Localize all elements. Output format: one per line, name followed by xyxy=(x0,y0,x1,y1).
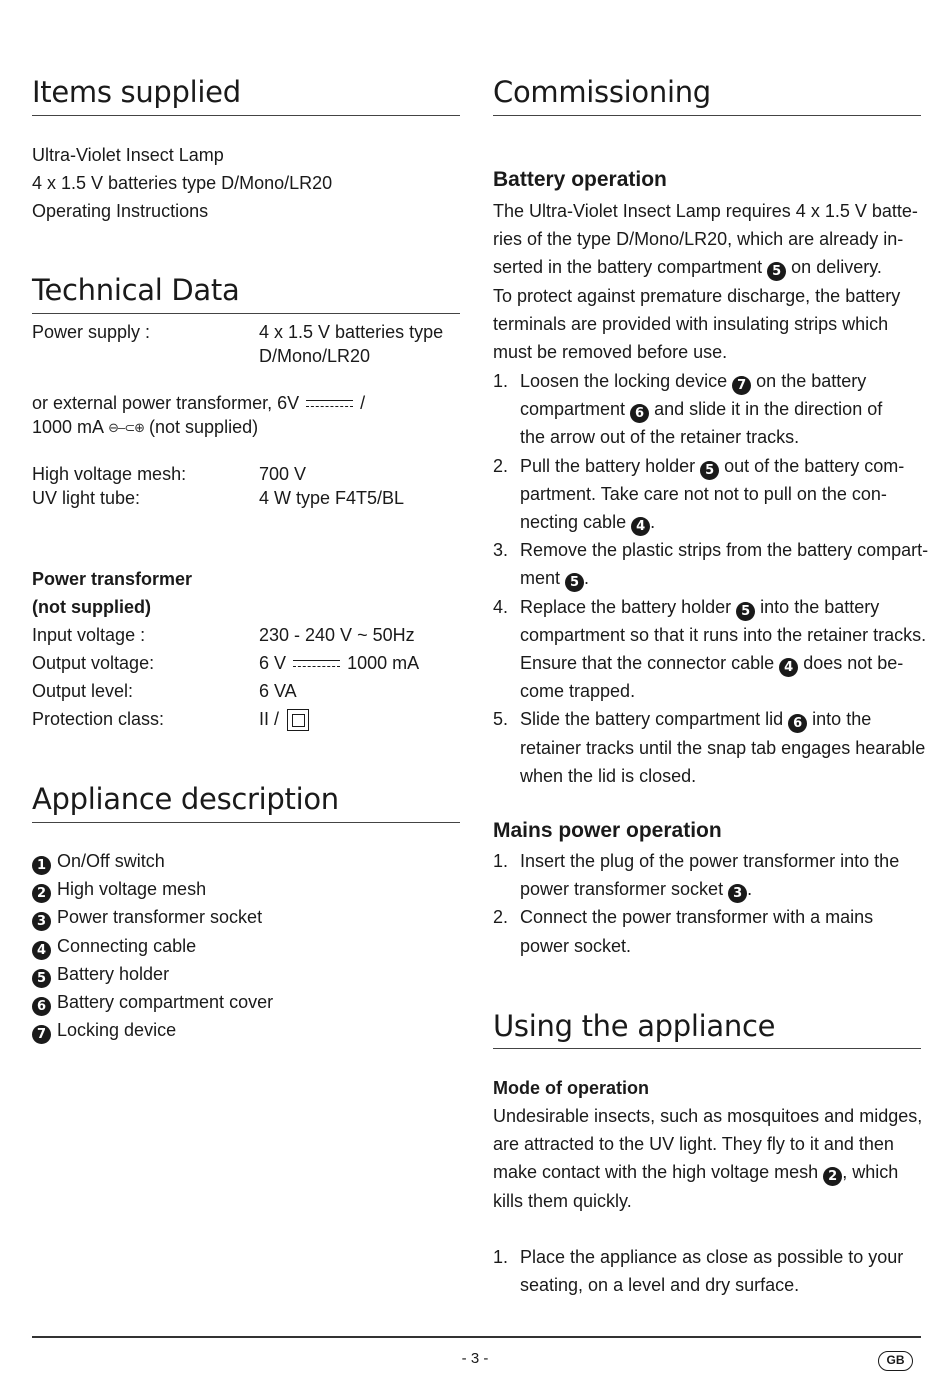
step-line xyxy=(520,649,923,677)
list-item xyxy=(32,960,273,988)
part-label: Power transformer socket xyxy=(57,907,263,928)
number-four-icon: 4 xyxy=(779,658,798,677)
uv-tube-label: UV light tube: xyxy=(32,488,141,508)
number-two-icon: 2 xyxy=(823,1167,842,1186)
inline-text: . xyxy=(747,879,753,900)
paragraph-line: kills them quickly. xyxy=(493,1190,632,1211)
output-level-label: Output level: xyxy=(32,681,134,701)
output-level-value: 6 VA xyxy=(259,681,297,701)
hv-mesh-value: 700 V xyxy=(259,464,307,484)
output-level-row xyxy=(32,677,460,705)
number-five-icon: 5 xyxy=(700,461,719,480)
battery-steps-list xyxy=(493,367,929,790)
paragraph-line: must be removed before use. xyxy=(493,342,728,363)
list-item xyxy=(493,536,929,592)
number-three-icon: 3 xyxy=(32,912,51,931)
inline-text: into the xyxy=(812,709,872,730)
inline-text: on delivery. xyxy=(791,257,882,278)
step-number: 2. xyxy=(493,455,509,476)
battery-operation-heading: Battery operation xyxy=(493,168,667,191)
appliance-description-heading: Appliance description xyxy=(32,782,339,816)
heading-rule xyxy=(493,1048,921,1049)
items-supplied-line: Operating Instructions xyxy=(32,201,209,222)
dc-symbol-icon xyxy=(293,659,340,669)
step-number: 5. xyxy=(493,709,509,730)
step-number: 4. xyxy=(493,596,509,617)
paragraph-line: The Ultra-Violet Insect Lamp requires 4 x 1.5 V batte- xyxy=(493,201,918,221)
part-label: Locking device xyxy=(57,1020,177,1041)
step-number: 1. xyxy=(493,371,509,391)
step-line xyxy=(520,395,923,423)
protection-class-value xyxy=(259,705,309,733)
dc-symbol-icon xyxy=(306,399,353,409)
hv-mesh-row xyxy=(32,463,460,487)
inline-text: out of the battery com- xyxy=(724,455,905,476)
number-six-icon: 6 xyxy=(630,404,649,423)
number-four-icon: 4 xyxy=(631,517,650,536)
mode-of-operation-heading: Mode of operation xyxy=(493,1078,649,1098)
inline-text: on the battery xyxy=(756,371,867,391)
items-supplied-line: Ultra-Violet Insect Lamp xyxy=(32,145,224,165)
number-five-icon: 5 xyxy=(736,602,755,621)
using-appliance-heading: Using the appliance xyxy=(493,1009,776,1043)
inline-text: power transformer socket xyxy=(520,879,724,900)
paragraph-line xyxy=(493,253,918,281)
items-supplied-heading: Items supplied xyxy=(32,75,241,109)
external-transformer-text: or external power transformer, 6V xyxy=(32,393,300,413)
step-line: when the lid is closed. xyxy=(520,765,697,786)
step-line: retainer tracks until the snap tab engages hearable xyxy=(520,737,926,758)
output-voltage-label: Output voltage: xyxy=(32,653,155,673)
inline-text: necting cable xyxy=(520,512,627,533)
heading-rule xyxy=(493,115,921,116)
step-line: Place the appliance as close as possible to your xyxy=(520,1247,904,1267)
heading-rule xyxy=(32,822,460,823)
list-item xyxy=(493,847,923,903)
inline-text: Replace the battery holder xyxy=(520,596,732,617)
footer-rule xyxy=(32,1336,921,1338)
input-voltage-row xyxy=(32,621,460,649)
number-three-icon: 3 xyxy=(728,884,747,903)
inline-text: Loosen the locking device xyxy=(520,371,728,391)
list-item xyxy=(32,1016,273,1044)
step-line xyxy=(520,564,923,592)
inline-text: , which xyxy=(842,1162,899,1183)
list-item xyxy=(493,1243,923,1299)
step-line: the arrow out of the retainer tracks. xyxy=(520,427,800,448)
mode-of-operation-paragraph xyxy=(493,1102,922,1215)
external-transformer-line xyxy=(32,392,460,416)
inline-text: serted in the battery compartment xyxy=(493,257,763,278)
number-one-icon: 1 xyxy=(32,856,51,875)
step-line xyxy=(520,508,923,536)
items-supplied-line: 4 x 1.5 V batteries type D/Mono/LR20 xyxy=(32,173,333,194)
part-label: Battery holder xyxy=(57,963,170,984)
step-number: 3. xyxy=(493,540,509,561)
hv-mesh-label: High voltage mesh: xyxy=(32,464,187,484)
mains-operation-heading: Mains power operation xyxy=(493,819,722,842)
power-supply-value-line: D/Mono/LR20 xyxy=(259,345,371,366)
commissioning-heading: Commissioning xyxy=(493,75,711,109)
using-steps-list xyxy=(493,1243,923,1299)
step-line: partment. Take care not not to pull on the con- xyxy=(520,483,887,504)
number-five-icon: 5 xyxy=(32,969,51,988)
external-transformer-note xyxy=(32,392,460,440)
protection-class-text: II / xyxy=(259,709,280,729)
number-seven-icon: 7 xyxy=(732,376,751,395)
power-transformer-heading-line: Power transformer xyxy=(32,569,193,589)
paragraph-line: ries of the type D/Mono/LR20, which are already in- xyxy=(493,229,904,250)
inline-text: does not be- xyxy=(803,653,904,674)
inline-text: into the battery xyxy=(760,596,880,617)
paragraph-line: are attracted to the UV light. They fly to it and then xyxy=(493,1134,894,1155)
power-supply-value xyxy=(259,321,443,368)
number-five-icon: 5 xyxy=(565,573,584,592)
page-number: - 3 - xyxy=(461,1350,489,1367)
step-line: Remove the plastic strips from the battery compart- xyxy=(520,540,929,561)
inline-text: . xyxy=(584,568,590,589)
battery-intro-paragraph xyxy=(493,197,918,366)
external-transformer-line xyxy=(32,416,460,440)
not-supplied-text: (not supplied) xyxy=(149,416,259,437)
output-voltage-value xyxy=(259,649,419,677)
current-text: 1000 mA xyxy=(32,416,104,437)
mains-steps-list xyxy=(493,847,923,960)
list-item xyxy=(493,705,926,790)
list-item xyxy=(32,932,273,960)
list-item xyxy=(493,452,923,537)
inline-text: Ensure that the connector cable xyxy=(520,653,775,674)
part-label: On/Off switch xyxy=(57,851,165,871)
input-voltage-label: Input voltage : xyxy=(32,625,146,645)
protection-class-label: Protection class: xyxy=(32,709,165,729)
list-item xyxy=(493,903,923,959)
step-line: seating, on a level and dry surface. xyxy=(520,1275,800,1296)
uv-tube-value: 4 W type F4T5/BL xyxy=(259,488,405,508)
step-line xyxy=(520,452,923,480)
power-transformer-heading-line: (not supplied) xyxy=(32,597,151,618)
appliance-parts-list xyxy=(32,847,273,1044)
step-line: compartment so that it runs into the retainer tracks. xyxy=(520,624,927,645)
inline-text: Pull the battery holder xyxy=(520,455,696,476)
list-item xyxy=(32,903,273,931)
number-four-icon: 4 xyxy=(32,941,51,960)
inline-text: and slide it in the direction of xyxy=(654,399,883,420)
part-label: High voltage mesh xyxy=(57,879,207,900)
number-six-icon: 6 xyxy=(788,714,807,733)
list-item xyxy=(32,875,273,903)
list-item xyxy=(493,367,923,452)
step-line: Insert the plug of the power transformer into the xyxy=(520,851,900,871)
part-label: Connecting cable xyxy=(57,935,197,956)
step-line: Connect the power transformer with a mains xyxy=(520,907,874,928)
part-label: Battery compartment cover xyxy=(57,992,274,1013)
items-supplied-list xyxy=(32,141,332,226)
number-five-icon: 5 xyxy=(767,262,786,281)
heading-rule xyxy=(32,313,460,314)
output-current-text: 1000 mA xyxy=(347,653,420,673)
power-transformer-heading xyxy=(32,565,192,621)
output-voltage-text: 6 V xyxy=(259,653,287,673)
paragraph-line: Undesirable insects, such as mosquitoes and midges, xyxy=(493,1106,923,1126)
paragraph-line: terminals are provided with insulating strips which xyxy=(493,313,889,334)
heading-rule xyxy=(32,115,460,116)
number-two-icon: 2 xyxy=(32,884,51,903)
paragraph-line xyxy=(493,1158,922,1186)
polarity-symbol-icon: ⊖–⊂⊕ xyxy=(108,420,144,435)
step-line xyxy=(520,593,923,621)
power-supply-row xyxy=(32,321,460,369)
step-number: 1. xyxy=(493,1247,509,1267)
inline-text: Slide the battery compartment lid xyxy=(520,709,784,730)
inline-text: ment xyxy=(520,568,561,589)
power-supply-value-line: 4 x 1.5 V batteries type xyxy=(259,322,444,342)
country-badge: GB xyxy=(878,1351,913,1371)
step-line: come trapped. xyxy=(520,681,636,702)
list-item xyxy=(32,988,273,1016)
slash-text: / xyxy=(360,393,366,413)
technical-data-heading: Technical Data xyxy=(32,273,240,307)
input-voltage-value: 230 - 240 V ~ 50Hz xyxy=(259,625,415,645)
number-seven-icon: 7 xyxy=(32,1025,51,1044)
step-number: 2. xyxy=(493,907,509,928)
power-supply-label: Power supply : xyxy=(32,322,151,342)
paragraph-line: To protect against premature discharge, the battery xyxy=(493,285,901,306)
class-ii-symbol-icon xyxy=(287,709,309,731)
inline-text: compartment xyxy=(520,399,626,420)
protection-class-row xyxy=(32,705,460,733)
inline-text: . xyxy=(650,512,656,533)
number-six-icon: 6 xyxy=(32,997,51,1016)
step-line xyxy=(520,705,923,733)
list-item xyxy=(493,593,927,706)
list-item xyxy=(32,847,273,875)
inline-text: make contact with the high voltage mesh xyxy=(493,1162,819,1183)
step-line xyxy=(520,875,923,903)
step-line: power socket. xyxy=(520,935,632,956)
step-line xyxy=(520,367,923,395)
uv-tube-row xyxy=(32,487,460,511)
step-number: 1. xyxy=(493,851,509,871)
output-voltage-row xyxy=(32,649,460,677)
